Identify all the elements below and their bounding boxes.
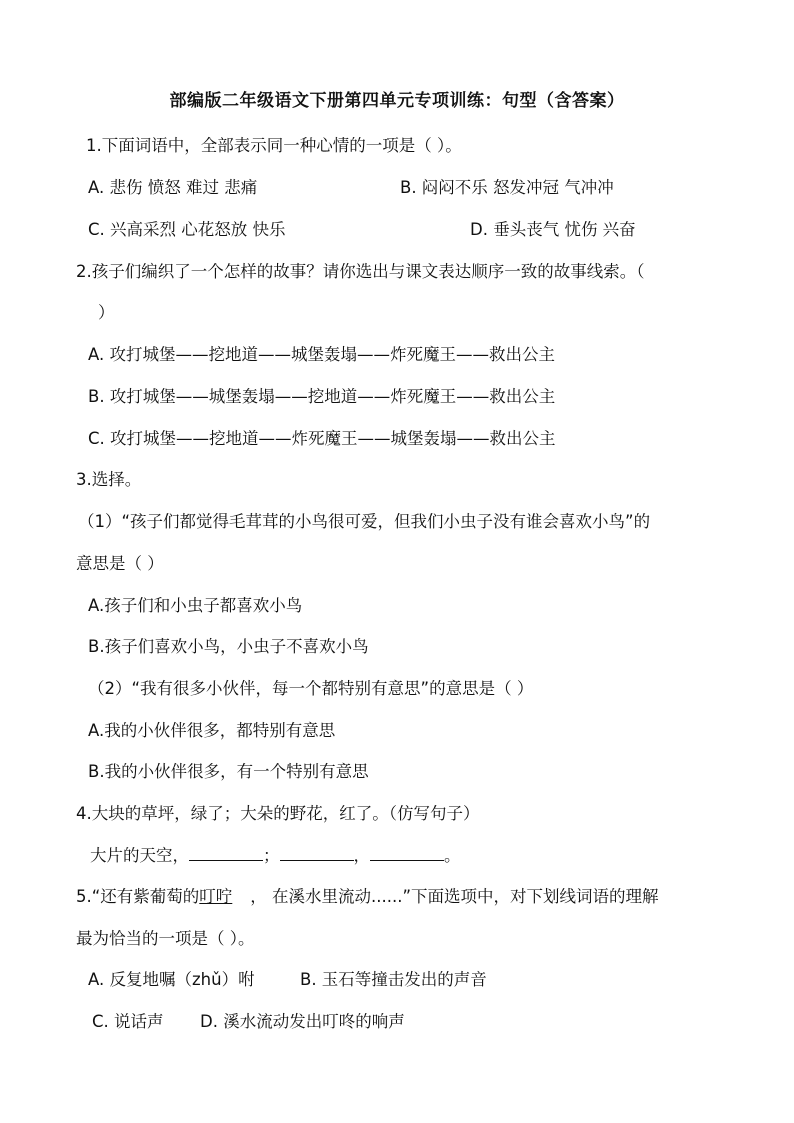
question-5-stem-pre: 5.“还有紫葡萄的 <box>76 887 200 906</box>
question-1-option-a: A. 悲伤 愤怒 难过 悲痛 <box>88 178 258 197</box>
question-3-sub1-option-b: B.孩子们喜欢小鸟，小虫子不喜欢小鸟 <box>88 637 369 656</box>
question-4-sep2: ， <box>353 846 370 865</box>
question-2-stem: 2.孩子们编织了一个怎样的故事？请你选出与课文表达顺序一致的故事线索。（ <box>76 262 645 281</box>
question-3-sub1-option-a: A.孩子们和小虫子都喜欢小鸟 <box>88 596 303 615</box>
question-4-answer-line <box>90 845 461 867</box>
question-3-sub2-option-a: A.我的小伙伴很多，都特别有意思 <box>88 721 336 740</box>
question-4-stem: 4.大块的草坪，绿了；大朵的野花，红了。（仿写句子） <box>76 804 480 823</box>
question-5-option-b: B. 玉石等撞击发出的声音 <box>300 970 487 989</box>
question-5-stem-post: ， 在溪水里流动......”下面选项中，对下划线词语的理解 <box>250 887 659 906</box>
question-4-end: 。 <box>444 846 461 865</box>
question-3-sub1: （1）“孩子们都觉得毛茸茸的小鸟很可爱，但我们小虫子没有谁会喜欢小鸟”的 <box>78 512 651 531</box>
question-1-option-b: B. 闷闷不乐 怒发冲冠 气冲冲 <box>400 178 614 197</box>
question-4-answer-prefix: 大片的天空， <box>90 846 189 865</box>
question-1-option-c: C. 兴高采烈 心花怒放 快乐 <box>88 220 286 239</box>
question-5-option-d: D. 溪水流动发出叮咚的响声 <box>200 1012 405 1031</box>
question-5-underlined-word: 叮咛 <box>199 887 233 906</box>
answer-blank-1[interactable] <box>189 846 263 861</box>
question-1-stem: 1.下面词语中，全部表示同一种心情的一项是（ ）。 <box>86 136 462 155</box>
question-5-option-a: A. 反复地嘱（zhǔ）咐 <box>88 970 255 989</box>
question-5-option-c: C. 说话声 <box>92 1012 164 1031</box>
question-1-option-d: D. 垂头丧气 忧伤 兴奋 <box>470 220 636 239</box>
question-4-sep1: ； <box>263 846 280 865</box>
question-3-stem: 3.选择。 <box>76 470 142 489</box>
page-title: 部编版二年级语文下册第四单元专项训练：句型（含答案） <box>169 91 625 111</box>
answer-blank-3[interactable] <box>370 846 444 861</box>
question-2-option-b: B. 攻打城堡——城堡轰塌——挖地道——炸死魔王——救出公主 <box>88 387 556 406</box>
answer-blank-2[interactable] <box>280 846 354 861</box>
question-5-stem-cont: 最为恰当的一项是（ ）。 <box>76 929 255 948</box>
question-3-sub2: （2）“我有很多小伙伴，每一个都特别有意思”的意思是（ ） <box>88 679 534 698</box>
question-2-stem-cont: ） <box>98 303 115 322</box>
question-3-sub1-cont: 意思是（ ） <box>76 554 164 573</box>
question-2-option-c: C. 攻打城堡——挖地道——炸死魔王——城堡轰塌——救出公主 <box>88 429 556 448</box>
question-5-stem <box>76 886 659 908</box>
question-3-sub2-option-b: B.我的小伙伴很多，有一个特别有意思 <box>88 762 369 781</box>
question-2-option-a: A. 攻打城堡——挖地道——城堡轰塌——炸死魔王——救出公主 <box>88 345 555 364</box>
